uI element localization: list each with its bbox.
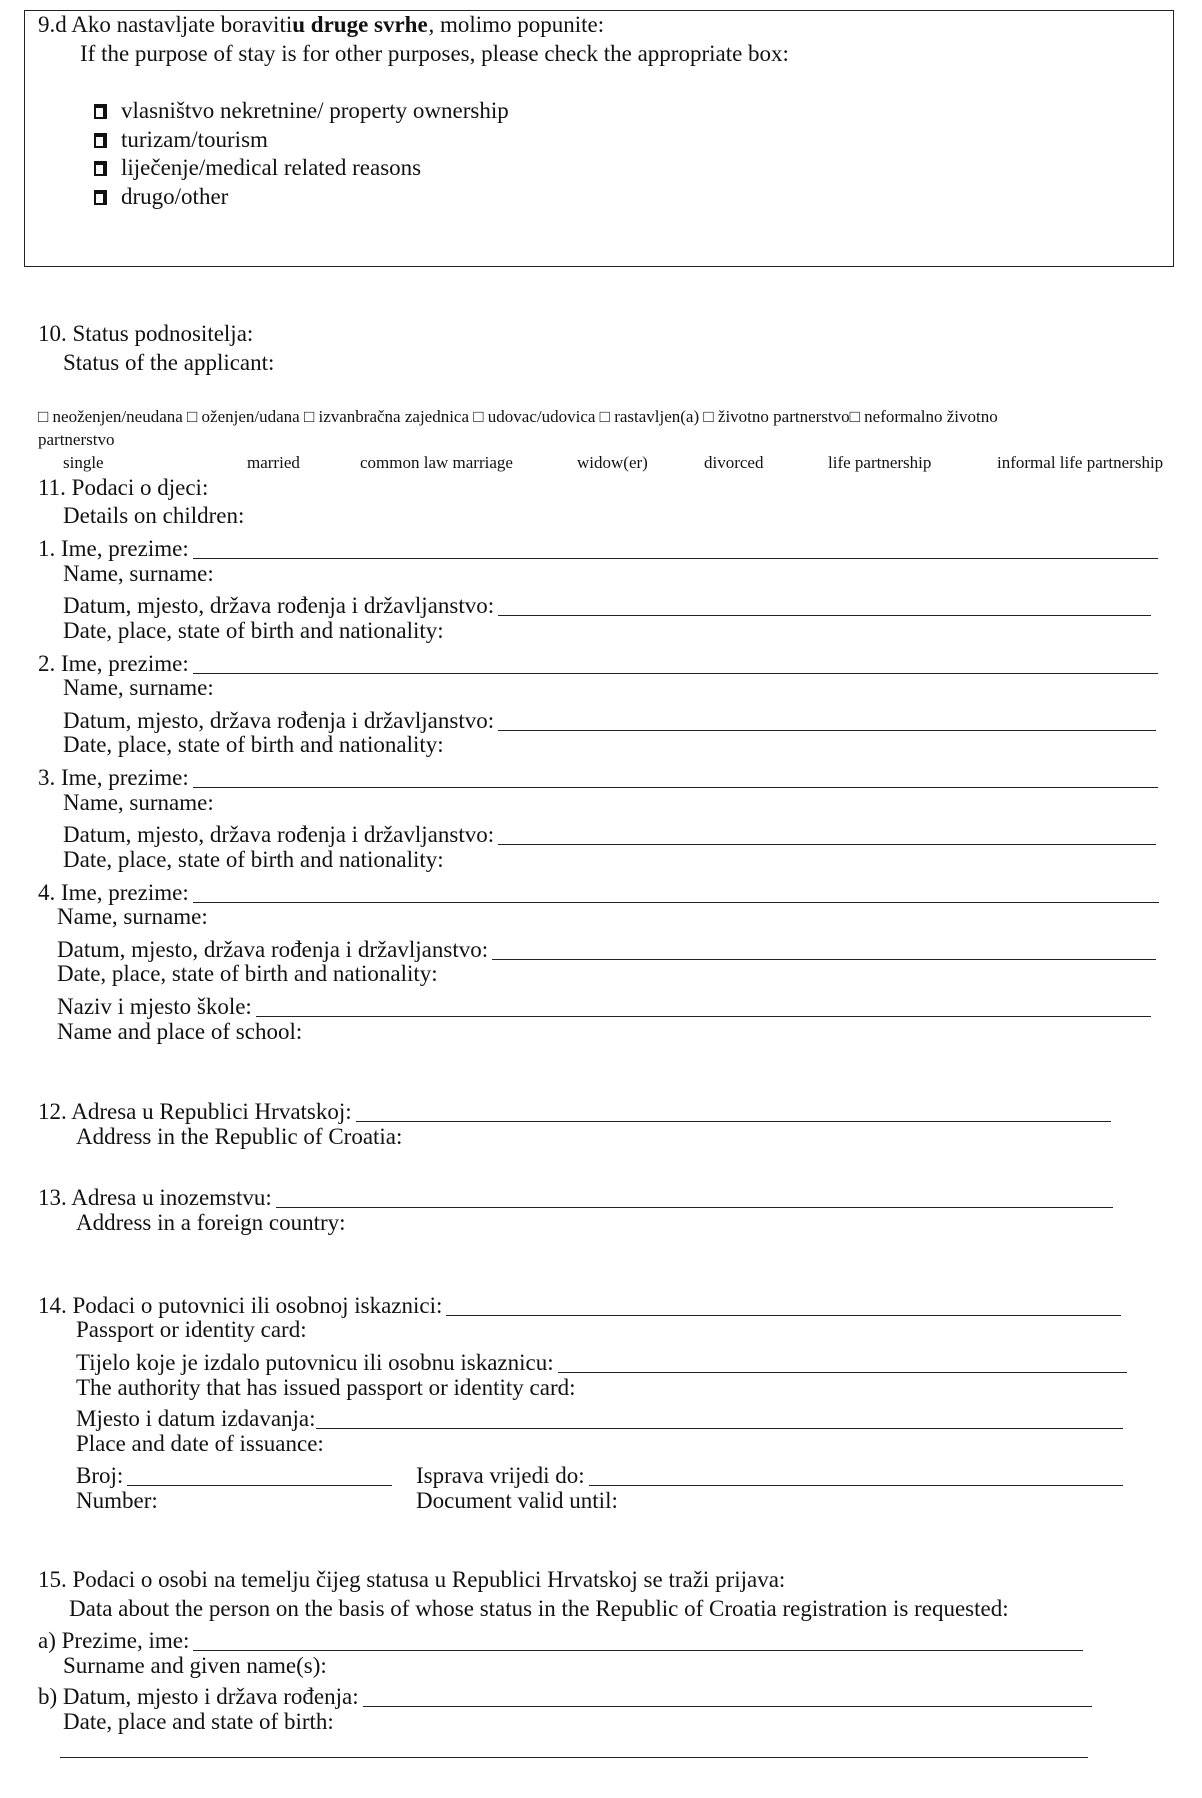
child3-birth-field[interactable]: Datum, mjesto, država rođenja i državljanstvo:: [63, 818, 1156, 848]
checkbox-icon[interactable]: [94, 104, 107, 119]
child4-birth-field[interactable]: Datum, mjesto, država rođenja i državljanstvo:: [57, 933, 1156, 963]
option-property[interactable]: vlasništvo nekretnine/ property ownership: [94, 98, 509, 124]
status-en-common-law: common law marriage: [360, 453, 513, 472]
school-field[interactable]: Naziv i mjesto škole:: [57, 990, 1151, 1020]
status-en-widow: widow(er): [577, 453, 648, 472]
label: Place and date of issuance:: [76, 1431, 324, 1456]
label: Name, surname:: [57, 904, 208, 929]
s15-title: 15. Podaci o osobi na temelju čijeg statusa u Republici Hrvatskoj se traži prijava:: [38, 1567, 786, 1592]
status-en-married: married: [247, 453, 300, 472]
authority-field[interactable]: Tijelo koje je izdalo putovnicu ili osobnu iskaznicu:: [76, 1346, 1127, 1376]
label: Name and place of school:: [57, 1019, 303, 1044]
label: Date, place, state of birth and nationality:: [63, 732, 444, 757]
label: Address in a foreign country:: [76, 1210, 346, 1235]
label: Date, place, state of birth and nationality:: [57, 961, 438, 986]
option-tourism[interactable]: turizam/tourism: [94, 127, 268, 153]
address-croatia-field[interactable]: 12. Adresa u Republici Hrvatskoj:: [38, 1095, 1111, 1125]
child3-name-field[interactable]: 3. Ime, prezime:: [38, 761, 1158, 791]
label: Date, place and state of birth:: [63, 1709, 334, 1734]
s15-en: Data about the person on the basis of whose status in the Republic of Croatia registration is requested:: [69, 1596, 1009, 1621]
s10-title: 10. Status podnositelja:: [38, 321, 254, 346]
child2-birth-field[interactable]: Datum, mjesto, država rođenja i državljanstvo:: [63, 704, 1156, 734]
label: Name, surname:: [63, 790, 214, 815]
number-field[interactable]: Broj:: [76, 1459, 392, 1489]
child2-name-field[interactable]: 2. Ime, prezime:: [38, 647, 1158, 677]
address-foreign-field[interactable]: 13. Adresa u inozemstvu:: [38, 1181, 1113, 1211]
child1-birth-field[interactable]: Datum, mjesto, država rođenja i državljanstvo:: [63, 589, 1151, 619]
s11-en: Details on children:: [63, 503, 245, 528]
birth-data-field[interactable]: b) Datum, mjesto i država rođenja:: [38, 1680, 1092, 1710]
s9d-title: 9.d Ako nastavljate boraviti u druge svrhe , molimo popunite:: [38, 12, 605, 37]
label: Date, place, state of birth and nationality:: [63, 618, 444, 643]
extra-line-field[interactable]: [60, 1757, 1088, 1758]
label: Address in the Republic of Croatia:: [76, 1124, 403, 1149]
label: Name, surname:: [63, 561, 214, 586]
label: Date, place, state of birth and nationality:: [63, 847, 444, 872]
status-en-informal: informal life partnership: [997, 453, 1164, 472]
child1-name-field[interactable]: 1. Ime, prezime:: [38, 532, 1158, 562]
valid-until-field[interactable]: Isprava vrijedi do:: [416, 1459, 1123, 1489]
status-options-hr[interactable]: □ neoženjen/neudana □ oženjen/udana □ izvanbračna zajednica □ udovac/udovica □ rastavljen(a) □ životno partnerstvo□ neformalno životno: [38, 407, 998, 426]
child4-name-field[interactable]: 4. Ime, prezime:: [38, 876, 1159, 906]
status-en-life: life partnership: [828, 453, 932, 472]
label: The authority that has issued passport or identity card:: [76, 1375, 576, 1400]
label: Name, surname:: [63, 675, 214, 700]
status-en-divorced: divorced: [704, 453, 764, 472]
s11-title: 11. Podaci o djeci:: [38, 475, 209, 500]
checkbox-icon[interactable]: [94, 161, 107, 176]
passport-field[interactable]: 14. Podaci o putovnici ili osobnoj iskaznici:: [38, 1289, 1121, 1319]
issuance-field[interactable]: Mjesto i datum izdavanja:: [76, 1402, 1123, 1432]
label: Surname and given name(s):: [63, 1653, 327, 1678]
status-en-single: single: [63, 453, 104, 472]
checkbox-icon[interactable]: [94, 190, 107, 205]
checkbox-icon[interactable]: [94, 133, 107, 148]
s9d-en: If the purpose of stay is for other purposes, please check the appropriate box:: [80, 41, 789, 66]
status-options-hr-wrap: partnerstvo: [38, 430, 115, 449]
label: Document valid until:: [416, 1488, 618, 1513]
label: Number:: [76, 1488, 158, 1513]
option-other[interactable]: drugo/other: [94, 184, 228, 210]
s10-en: Status of the applicant:: [63, 350, 275, 375]
option-medical[interactable]: liječenje/medical related reasons: [94, 155, 421, 181]
label: Passport or identity card:: [76, 1317, 307, 1342]
surname-field[interactable]: a) Prezime, ime:: [38, 1624, 1083, 1654]
